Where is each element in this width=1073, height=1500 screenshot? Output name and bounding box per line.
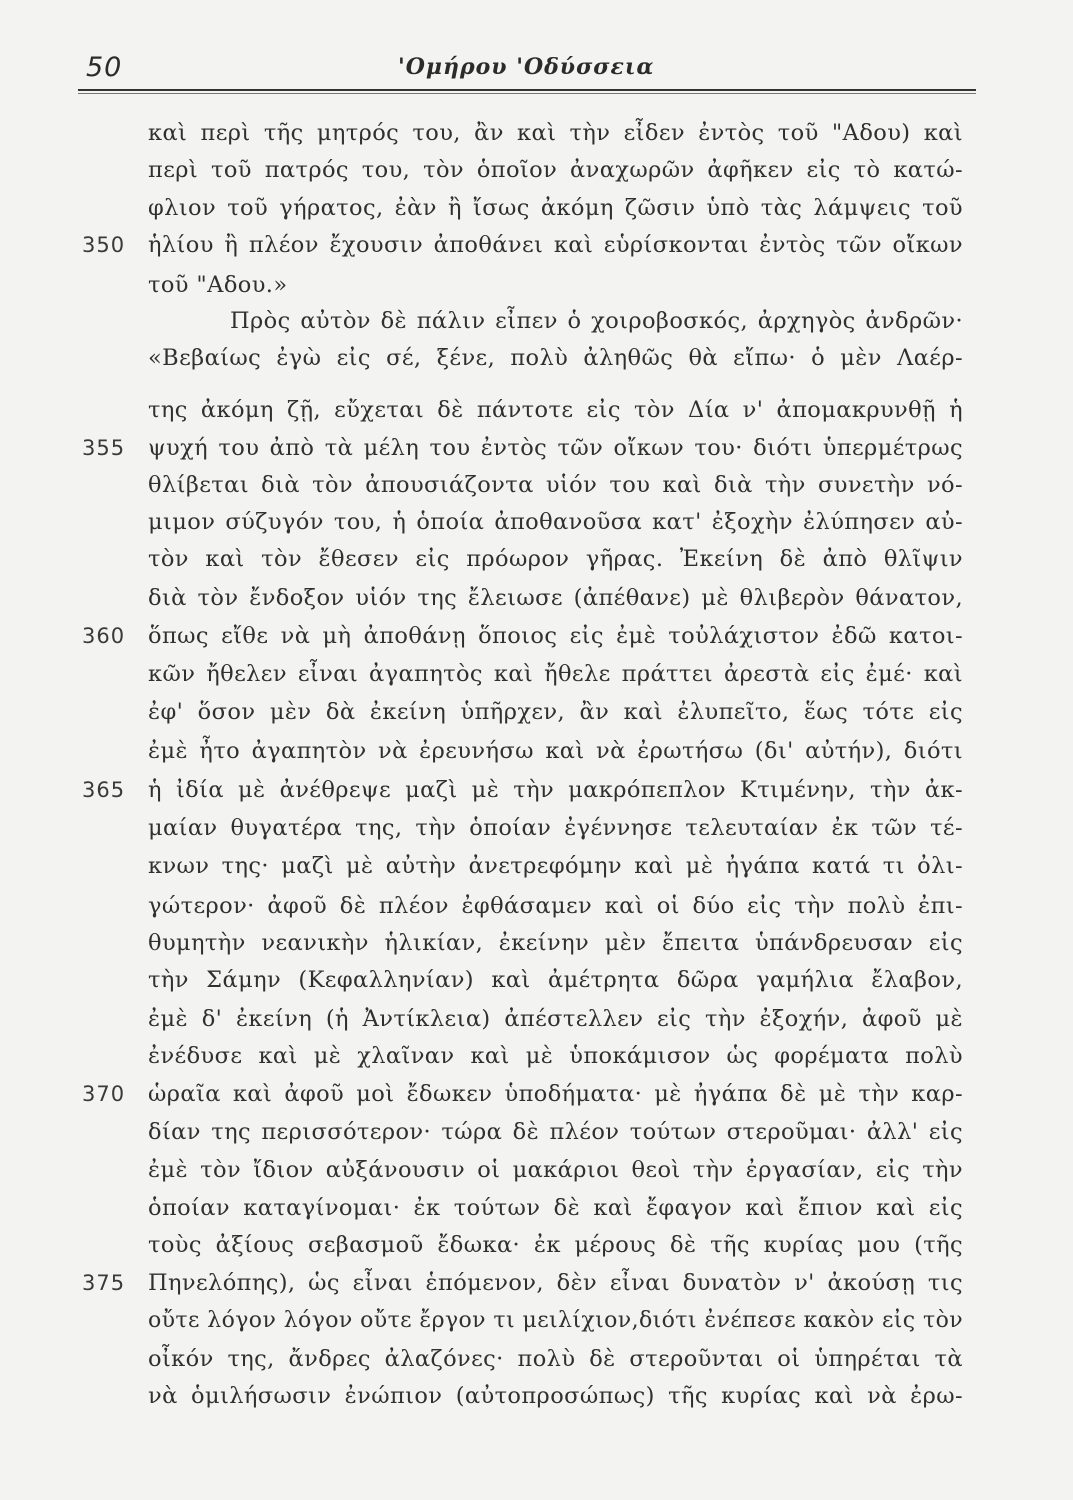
text-line: ἡ ἰδία μὲ ἀνέθρεψε μαζὶ μὲ τὴν μακρόπεπλον Κτιμένην, τὴν ἀκ-: [148, 777, 963, 803]
line-number: 350: [82, 233, 126, 257]
text-line: τοὺς ἀξίους σεβασμοῦ ἔδωκα· ἐκ μέρους δὲ τῆς κυρίας μου (τῆς: [148, 1232, 963, 1258]
text-line: τοῦ "Αδου.»: [148, 272, 288, 298]
text-line: ἐμὲ ἦτο ἀγαπητὸν νὰ ἐρευνήσω καὶ νὰ ἐρωτήσω (δι' αὐτήν), διότι: [148, 738, 963, 764]
running-title: 'Ομήρου 'Οδύσσεια: [398, 54, 655, 80]
text-line: ψυχή του ἀπὸ τὰ μέλη του ἐντὸς τῶν οἴκων του· διότι ὑπερμέτρως: [148, 435, 963, 461]
text-line: καὶ περὶ τῆς μητρός του, ἂν καὶ τὴν εἶδεν ἐντὸς τοῦ "Αδου) καὶ: [148, 120, 963, 146]
header-rule-thin: [78, 93, 976, 94]
line-number: 365: [82, 778, 126, 802]
text-line: θυμητὴν νεανικὴν ἡλικίαν, ἐκείνην μὲν ἔπειτα ὑπάνδρευσαν εἰς: [148, 930, 963, 956]
text-line: ὁποίαν καταγίνομαι· ἐκ τούτων δὲ καὶ ἔφαγον καὶ ἔπιον καὶ εἰς: [148, 1195, 963, 1221]
text-line: οἶκόν της, ἄνδρες ἀλαζόνες· πολὺ δὲ στεροῦνται οἱ ὑπηρέται τὰ: [148, 1346, 963, 1372]
line-number: 355: [82, 436, 126, 460]
text-line: Πηνελόπης), ὡς εἶναι ἑπόμενον, δὲν εἶναι δυνατὸν ν' ἀκούσῃ τις: [148, 1270, 963, 1296]
text-line: κνων της· μαζὶ μὲ αὐτὴν ἀνετρεφόμην καὶ μὲ ἠγάπα κατά τι ὀλι-: [148, 853, 963, 879]
page-header: [78, 52, 978, 92]
text-line: «Βεβαίως ἐγὼ εἰς σέ, ξένε, πολὺ ἀληθῶς θὰ εἴπω· ὁ μὲν Λαέρ-: [148, 345, 963, 371]
text-line: οὔτε λόγον λόγον οὔτε ἔργον τι μειλίχιον,διότι ἐνέπεσε κακὸν εἰς τὸν: [148, 1308, 963, 1333]
text-line: Πρὸς αὐτὸν δὲ πάλιν εἶπεν ὁ χοιροβοσκός, ἀρχηγὸς ἀνδρῶν·: [230, 308, 963, 334]
text-line: ἐμὲ δ' ἐκείνη (ἡ Ἀντίκλεια) ἀπέστελλεν εἰς τὴν ἐξοχήν, ἀφοῦ μὲ: [148, 1006, 963, 1032]
line-number: 375: [82, 1271, 126, 1295]
text-line: δίαν της περισσότερον· τώρα δὲ πλέον τούτων στεροῦμαι· ἀλλ' εἰς: [148, 1119, 963, 1145]
text-line: ὅπως εἴθε νὰ μὴ ἀποθάνῃ ὅποιος εἰς ἐμὲ τοὐλάχιστον ἐδῶ κατοι-: [148, 623, 963, 649]
text-line: ἐφ' ὅσον μὲν δὰ ἐκείνη ὑπῆρχεν, ἂν καὶ ἐλυπεῖτο, ἕως τότε εἰς: [148, 699, 963, 725]
text-line: θλίβεται διὰ τὸν ἀπουσιάζοντα υἱόν του καὶ διὰ τὴν συνετὴν νό-: [148, 472, 963, 498]
text-line: κῶν ἤθελεν εἶναι ἀγαπητὸς καὶ ἤθελε πράττει ἀρεστὰ εἰς ἐμέ· καὶ: [148, 661, 963, 687]
text-line: μαίαν θυγατέρα της, τὴν ὁποίαν ἐγέννησε τελευταίαν ἐκ τῶν τέ-: [148, 815, 963, 841]
text-line: μιμον σύζυγόν του, ἡ ὁποία ἀποθανοῦσα κατ' ἐξοχὴν ἐλύπησεν αὐ-: [148, 509, 963, 535]
page-number: 50: [86, 52, 123, 83]
text-line: νὰ ὁμιλήσωσιν ἐνώπιον (αὐτοπροσώπως) τῆς κυρίας καὶ νὰ ἐρω-: [148, 1383, 963, 1409]
line-number: 360: [82, 624, 126, 648]
text-line: ἐνέδυσε καὶ μὲ χλαῖναν καὶ μὲ ὑποκάμισον ὡς φορέματα πολὺ: [148, 1043, 963, 1069]
text-line: διὰ τὸν ἔνδοξον υἱόν της ἔλειωσε (ἀπέθανε) μὲ θλιβερὸν θάνατον,: [148, 585, 963, 611]
text-line: ὡραῖα καὶ ἀφοῦ μοὶ ἔδωκεν ὑποδήματα· μὲ ἠγάπα δὲ μὲ τὴν καρ-: [148, 1081, 963, 1107]
text-line: γώτερον· ἀφοῦ δὲ πλέον ἐφθάσαμεν καὶ οἱ δύο εἰς τὴν πολὺ ἐπι-: [148, 893, 963, 919]
text-line: τὴν Σάμην (Κεφαλληνίαν) καὶ ἀμέτρητα δῶρα γαμήλια ἔλαβον,: [148, 967, 963, 993]
text-line: περὶ τοῦ πατρός του, τὸν ὁποῖον ἀναχωρῶν ἀφῆκεν εἰς τὸ κατώ-: [148, 157, 963, 183]
text-line: ἐμὲ τὸν ἴδιον αὐξάνουσιν οἱ μακάριοι θεοὶ τὴν ἐργασίαν, εἰς τὴν: [148, 1157, 963, 1183]
text-line: φλιον τοῦ γήρατος, ἐὰν ἢ ἴσως ἀκόμη ζῶσιν ὑπὸ τὰς λάμψεις τοῦ: [148, 195, 963, 221]
header-rule: [78, 89, 976, 91]
text-line: τὸν καὶ τὸν ἔθεσεν εἰς πρόωρον γῆρας. Ἐκείνη δὲ ἀπὸ θλῖψιν: [148, 546, 963, 572]
text-line: της ἀκόμη ζῇ, εὔχεται δὲ πάντοτε εἰς τὸν Δία ν' ἀπομακρυνθῇ ἡ: [148, 397, 963, 423]
text-line: ἡλίου ἢ πλέον ἔχουσιν ἀποθάνει καὶ εὑρίσκονται ἐντὸς τῶν οἴκων: [148, 232, 963, 258]
line-number: 370: [82, 1082, 126, 1106]
